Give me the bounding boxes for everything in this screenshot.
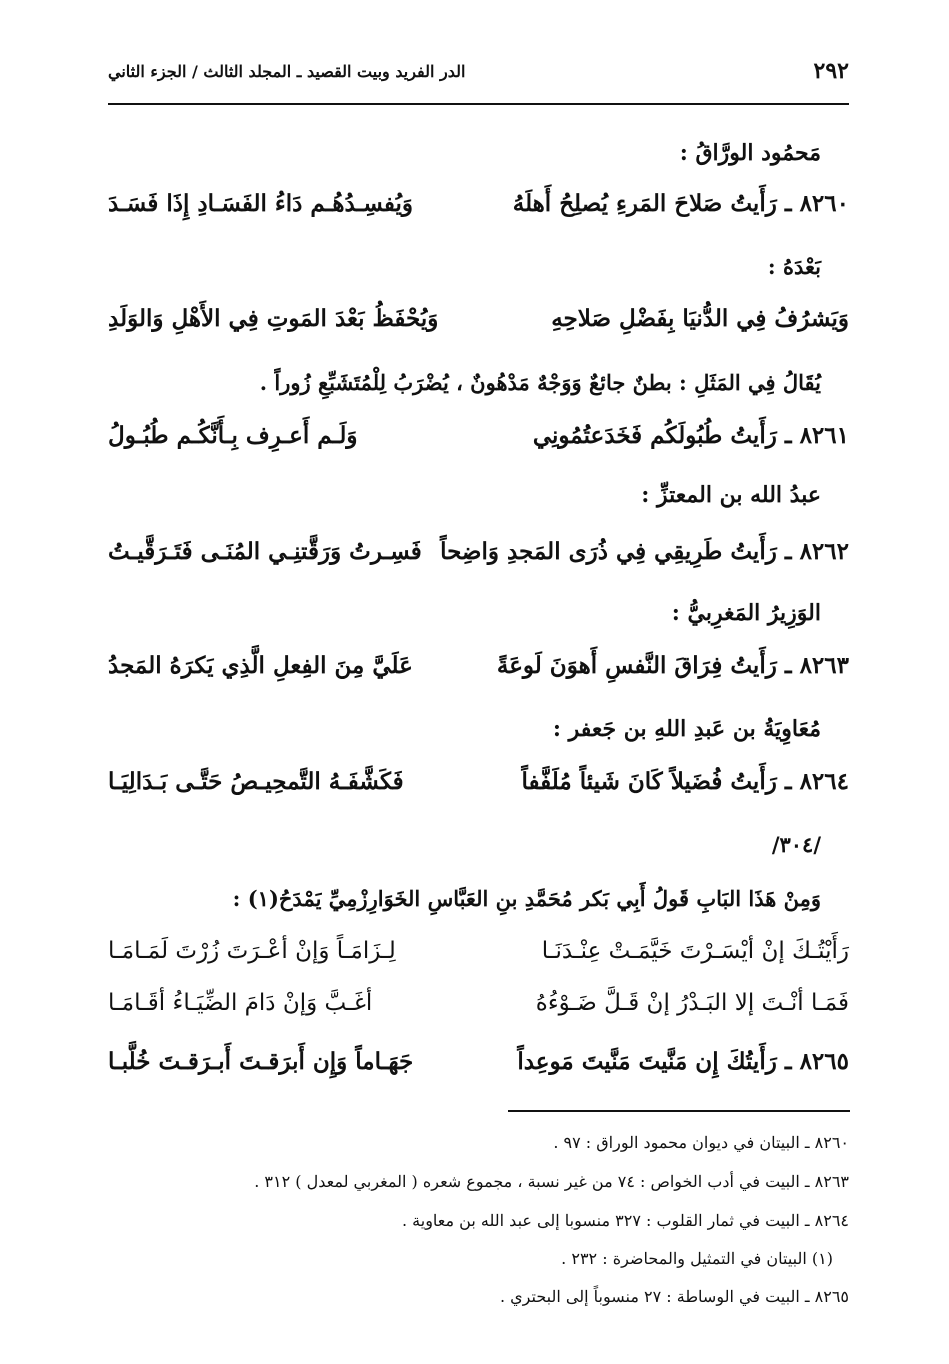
footnote: ٨٢٦٤ ـ البيت في ثمار القلوب : ٣٢٧ منسوبا إلى عبد الله بن معاوية . xyxy=(402,1211,849,1230)
verse-8260-continued xyxy=(108,305,849,345)
page-number: ٢٩٢ xyxy=(813,58,849,84)
verse-unnumbered xyxy=(108,990,849,1030)
page-header xyxy=(108,58,849,92)
verse-first-hemistich: ٨٢٦١ ـ رَأَيتُ طُبُولَكُم فَخَدَعتُمُونِي xyxy=(532,422,849,449)
verse-8264 xyxy=(108,768,849,808)
verse-8265 xyxy=(108,1048,849,1088)
verse-first-hemistich: رَأَيْتُـكَ إنْ أيْسَـرْتَ خَيَّمَـتْ عِنْـدَنَـا xyxy=(541,938,849,964)
poet-name: الوَزِيرُ المَغرِبيُّ : xyxy=(671,600,821,626)
verse-first-hemistich: ٨٢٦٤ ـ رَأَيتُ فُضَيلاً كَانَ شَيئاً مُلَفَّفاً xyxy=(521,768,849,795)
verse-first-hemistich: ٨٢٦٢ ـ رَأَيتُ طَرِيقِي فِي ذُرَى المَجدِ وَاضِحاً xyxy=(440,538,849,565)
footnote-rule xyxy=(508,1110,850,1112)
proverb-note: يُقَالُ فِي المَثَلِ : بطنٌ جائعٌ وَوَجْهٌ مَدْهُونٌ ، يُضْرَبُ لِلْمُتَشَبِّعِ زُوراً . xyxy=(259,370,821,395)
verse-second-hemistich: لِـزَامَـاً وَإنْ أعْـرَتَ زُرْتَ لَمَـامَـا xyxy=(108,938,396,964)
verse-unnumbered xyxy=(108,938,849,978)
verse-second-hemistich: أغَـبَّ وَإنْ دَامَ الضِّيَـاءُ أقَـامَـا xyxy=(108,990,373,1016)
verse-second-hemistich: وَيُحْفَظُ بَعْدَ المَوتِ فِي الأَهْلِ وَالوَلَدِ xyxy=(108,305,439,332)
verse-second-hemistich: فَسِـرتُ وَرَقَّتنِـي المُنَـى فَتَـرَقَّيـتُ xyxy=(108,538,422,565)
verse-8261 xyxy=(108,422,849,462)
prose-line: بَعْدَهُ : xyxy=(767,254,821,279)
verse-second-hemistich: وَيُفسِـدُهُـم دَاءُ الفَسَـادِ إِذَا فَسَـدَ xyxy=(108,190,414,217)
footnote: ٨٢٦٣ ـ البيت في أدب الخواص : ٧٤ من غير نسبة ، مجموع شعره ( المغربي لمعدل ) ٣١٢ . xyxy=(254,1172,849,1191)
verse-first-hemistich: فَمَـا أنْـتَ إلا البَـدْرُ إنْ قَـلَّ ضَـوْءُهُ xyxy=(535,990,849,1016)
verse-second-hemistich: عَلَيَّ مِنَ الفِعلِ الَّذِي يَكرَهُ المَجدُ xyxy=(108,652,413,679)
verse-second-hemistich: فَكَشَّفَـهُ التَّمحِيـصُ حَتَّـى بَـدَالِيَـا xyxy=(108,768,404,795)
running-title: الدر الفريد وبيت القصيد ـ المجلد الثالث / الجزء الثاني xyxy=(108,62,466,81)
poet-name: عبدُ الله بن المعتزِّ : xyxy=(641,482,821,508)
verse-first-hemistich: ٨٢٦٠ ـ رَأَيتُ صَلاحَ المَرءِ يُصلِحُ أَهلَهُ xyxy=(512,190,849,217)
verse-8260 xyxy=(108,190,849,230)
footnote: ٨٢٦٠ ـ البيتان في ديوان محمود الوراق : ٩٧ . xyxy=(553,1133,849,1152)
footnote: ٨٢٦٥ ـ البيت في الوساطة : ٢٧ منسوباً إلى البحتري . xyxy=(499,1287,849,1306)
footnote: (١) البيتان في التمثيل والمحاضرة : ٢٣٢ . xyxy=(561,1249,833,1268)
manuscript-folio-marker: /٣٠٤/ xyxy=(771,832,821,857)
poet-name: مَحمُود الورَّاقُ : xyxy=(679,140,821,166)
verse-first-hemistich: ٨٢٦٥ ـ رَأَيتُكَ إِن مَنَّيتَ مَنَّيتَ مَوعِداً xyxy=(517,1048,849,1075)
prose-line: وَمِنْ هَذَا البَابِ قَولُ أَبِي بَكر مُحَمَّدِ بنِ العَبَّاسِ الخَوَارِزْمِيِّ يَمْدَحُ(١) : xyxy=(232,886,821,911)
poet-name: مُعَاوِيَةُ بن عَبدِ اللهِ بن جَعفر : xyxy=(552,716,821,742)
verse-8263 xyxy=(108,652,849,692)
verse-first-hemistich: وَيَشرُفُ فِي الدُّنيَا بِفَضْلِ صَلاحِهِ xyxy=(551,305,849,332)
verse-second-hemistich: جَهَـاماً وَإِن أَبرَقـتَ أَبـرَقـتَ خُلَّبـا xyxy=(108,1048,414,1075)
verse-8262 xyxy=(108,538,849,578)
header-rule xyxy=(108,103,849,105)
verse-first-hemistich: ٨٢٦٣ ـ رَأَيتُ فِرَاقَ النَّفسِ أَهوَنَ لَوعَةً xyxy=(496,652,849,679)
verse-second-hemistich: وَلَـم أَعـرِف بِـأَنَّكُـم طُبُـولُ xyxy=(108,422,358,449)
